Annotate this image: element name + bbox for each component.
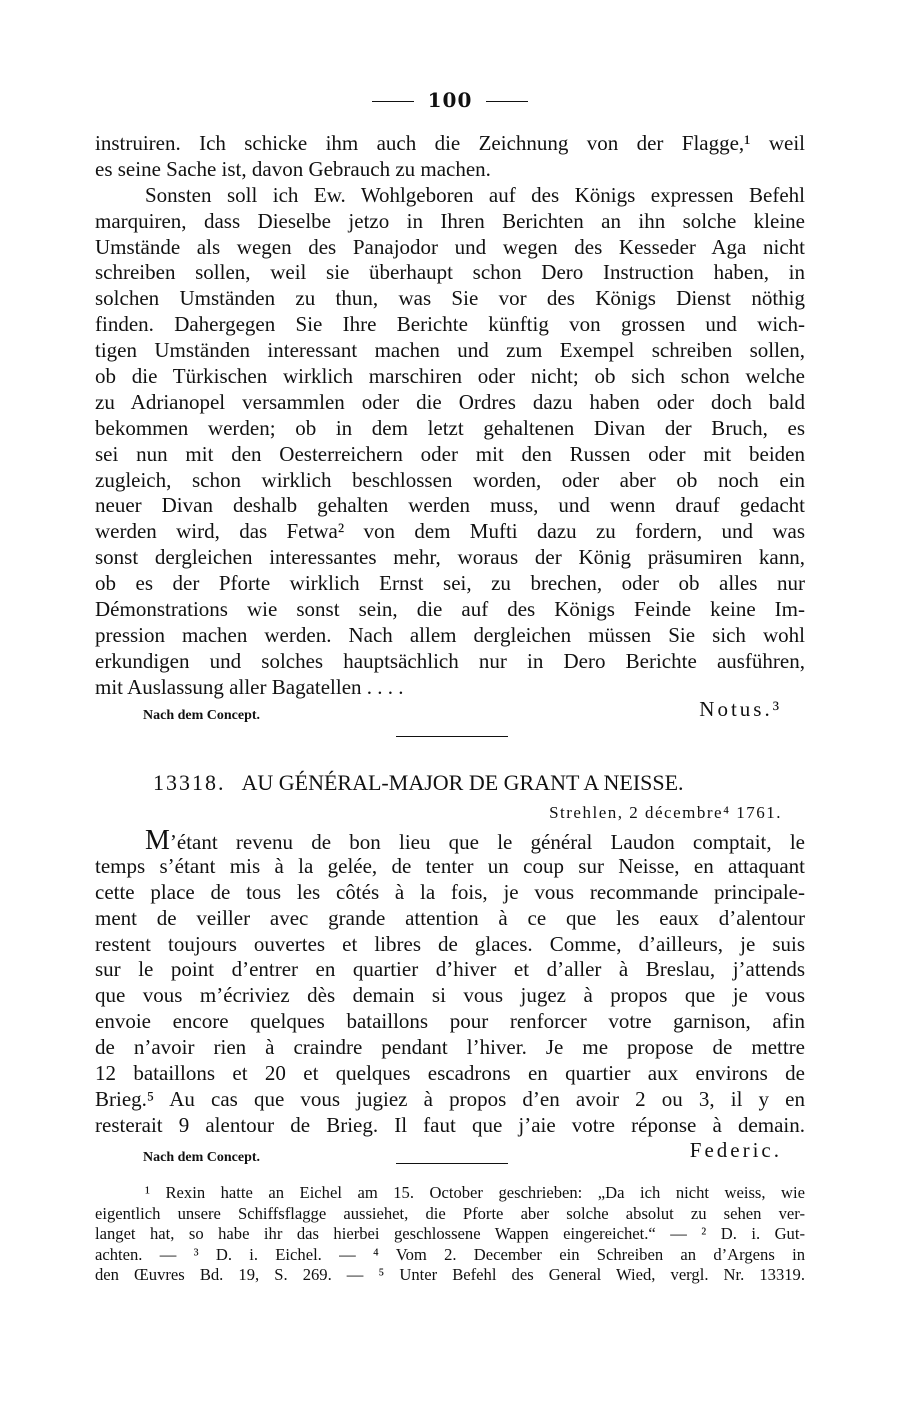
text-line: ob es der Pforte wirklich Ernst sei, zu brechen, oder ob alles nur	[95, 571, 805, 596]
text-line: sur le point d’entrer en quartier d’hiver et d’aller à Breslau, j’attends	[95, 957, 805, 982]
text-line: schreiben sollen, weil sie überhaupt schon Dero Instruction haben, in	[95, 260, 805, 285]
footnote-line: ¹ Rexin hatte an Eichel am 15. October geschrieben: „Da ich nicht weiss, wie	[145, 1183, 805, 1202]
text-line: Brieg.⁵ Au cas que vous jugiez à propos d’en avoir 2 ou 3, il y en	[95, 1086, 805, 1111]
text-line: restent toujours ouvertes et libres de glaces. Comme, d’ailleurs, je suis	[95, 931, 805, 956]
text-line: pression machen werden. Nach allem dergleichen müssen Sie sich wohl	[95, 622, 805, 647]
section-divider	[396, 736, 508, 737]
signature: Federic.	[689, 1138, 782, 1162]
source-note: Nach dem Concept.	[143, 1150, 261, 1165]
text-line: mit Auslassung aller Bagatellen . . . .	[95, 674, 404, 699]
text-line-rest: ’étant revenu de bon lieu que le général Laudon comptait, le	[169, 830, 805, 854]
text-line: neuer Divan deshalb gehalten werden muss, und wenn drauf gedacht	[95, 493, 805, 518]
footnote-line: eigentlich unsere Schiffsflagge aussiehet, die Pforte aber solche absolut zu sehen ver-	[95, 1203, 805, 1223]
text-line: ment de veiller avec grande attention à ce que les eaux d’alentour	[95, 905, 805, 930]
text-line: ob die Türkischen wirklich marschiren oder nicht; ob sich schon welche	[95, 364, 805, 389]
footnote-line: den Œuvres Bd. 19, S. 269. — ⁵ Unter Befehl des General Wied, vergl. Nr. 13319.	[95, 1265, 805, 1285]
text-line: 12 bataillons et 20 et quelques escadrons en quartier aux environs de	[95, 1061, 805, 1086]
footnotes	[95, 1183, 805, 1286]
text-line: bekommen werden; ob in dem letzt gehaltenen Divan der Bruch, es	[95, 415, 805, 440]
text-line: envoie encore quelques bataillons pour renforcer votre garnison, afin	[95, 1009, 805, 1034]
text-line: resterait 9 alentour de Brieg. Il faut que j’aie votre réponse à demain.	[95, 1112, 805, 1137]
text-line: sonst dergleichen interessantes mehr, woraus der König präsumiren kann,	[95, 545, 805, 570]
letter-heading	[153, 770, 684, 796]
text-line: erkundigen und solches hauptsächlich nur in Dero Berichte ausführen,	[95, 648, 805, 673]
text-line: Umstände als wegen des Panajodor und wegen des Kesseder Aga nicht	[95, 234, 805, 259]
text-line: solchen Umständen zu thun, was Sie vor des Königs Dienst nöthig	[95, 286, 805, 311]
letter-dateline: Strehlen, 2 décembre⁴ 1761.	[549, 803, 782, 822]
section-divider	[396, 1163, 508, 1164]
text-line: temps s’étant mis à la gelée, de tenter un coup sur Neisse, en attaquant	[95, 853, 805, 878]
text-line: zugleich, schon wirklich beschlossen worden, oder aber ob noch ein	[95, 467, 805, 492]
header-dash-left	[372, 101, 414, 102]
text-line: werden wird, das Fetwa² von dem Mufti dazu zu fordern, und was	[95, 519, 805, 544]
footnote-line: langet hat, so habe ihr das hierbei geschlossene Wappen eingereichet.“ — ² D. i. Gut-	[95, 1224, 805, 1244]
text-line: Démonstrations wie sonst sein, die auf des Königs Feinde keine Im-	[95, 597, 805, 622]
text-line: cette place de tous les côtés à la fois, je vous recommande principale-	[95, 879, 805, 904]
page-number: 100	[427, 88, 473, 112]
header-dash-right	[486, 101, 528, 102]
footnote-line: achten. — ³ D. i. Eichel. — ⁴ Vom 2. December ein Schreiben an d’Argens in	[95, 1244, 805, 1264]
page-header	[0, 88, 900, 112]
text-line: sei nun mit den Oesterreichern oder mit den Russen oder mit beiden	[95, 441, 805, 466]
text-line: marquiren, dass Dieselbe jetzo in Ihren Berichten an ihn solche kleine	[95, 208, 805, 233]
text-line: es seine Sache ist, davon Gebrauch zu machen.	[95, 156, 491, 181]
text-line: finden. Dahergegen Sie Ihre Berichte künftig von grossen und wich-	[95, 312, 805, 337]
text-line: zu Adrianopel versammlen oder die Ordres dazu haben oder doch bald	[95, 389, 805, 414]
drop-cap: M	[145, 825, 170, 856]
source-note: Nach dem Concept.	[143, 708, 261, 723]
continuation-text	[95, 131, 805, 701]
letter-title: AU GÉNÉRAL-MAJOR DE GRANT A NEISSE.	[241, 770, 684, 795]
text-line	[95, 825, 805, 856]
text-line: tigen Umständen interessant machen und zum Exempel schreiben sollen,	[95, 338, 805, 363]
text-line: que vous m’écriviez dès demain si vous jugez à propos que je vous	[95, 983, 805, 1008]
signature: Notus.³	[699, 697, 782, 721]
letter-text	[95, 825, 805, 1139]
text-line: instruiren. Ich schicke ihm auch die Zeichnung von der Flagge,¹ weil	[95, 131, 805, 155]
text-line: Sonsten soll ich Ew. Wohlgeboren auf des Königs expressen Befehl	[145, 182, 805, 207]
text-line: de n’avoir rien à craindre pendant l’hiver. Je me propose de mettre	[95, 1035, 805, 1060]
letter-number: 13318.	[153, 770, 226, 795]
